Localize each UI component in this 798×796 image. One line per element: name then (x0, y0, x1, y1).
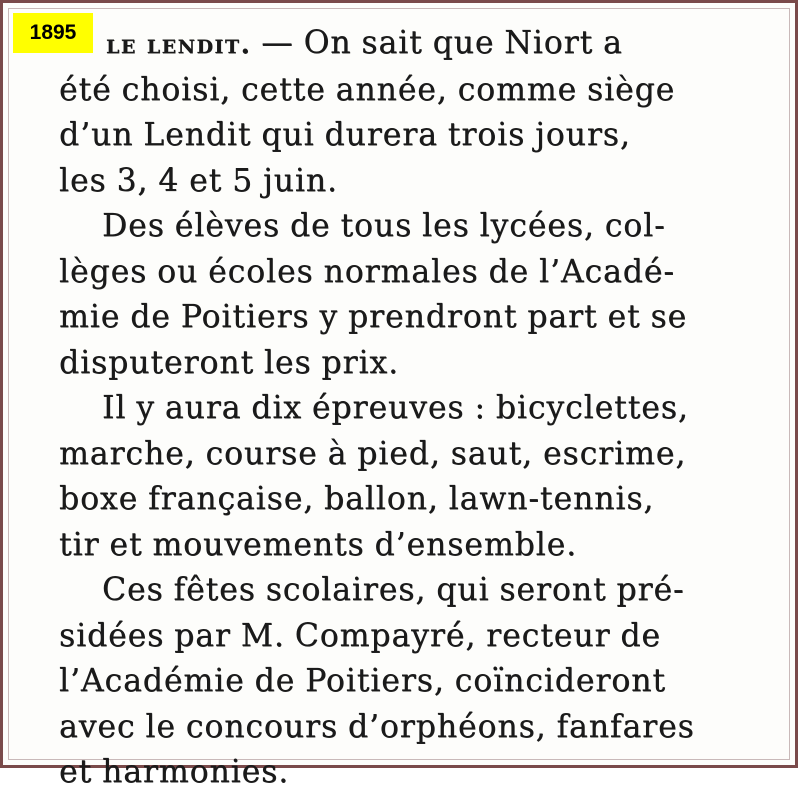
article-line: disputeront les prix. (59, 344, 400, 381)
article-line: Ces fêtes scolaires, qui seront pré- (102, 572, 685, 608)
article-headword: le lendit. (106, 29, 252, 60)
article-line: les 3, 4 et 5 juin. (59, 162, 338, 199)
article-line: Il y aura dix épreuves : bicyclettes, (102, 390, 689, 426)
article-line: boxe française, ballon, lawn-tennis, (59, 481, 655, 517)
article-line: lèges ou écoles normales de l’Acadé- (59, 253, 675, 290)
article-line: marche, course à pied, saut, escrime, (59, 435, 687, 472)
article-line (59, 21, 779, 68)
article-line: tir et mouvements d’ensemble. (59, 526, 578, 563)
article-line: d’un Lendit qui durera trois jours, (59, 117, 631, 153)
article-line: l’Académie de Poitiers, coïncideront (59, 663, 666, 699)
year-badge: 1895 (13, 13, 93, 53)
article-line: mie de Poitiers y prendront part et se (59, 299, 688, 335)
article-line: et harmonies. (59, 754, 290, 790)
article-line: été choisi, cette année, comme siège (59, 71, 676, 108)
article-line: Des élèves de tous les lycées, col- (102, 208, 666, 244)
article-line: sidées par M. Compayré, recteur de (59, 617, 661, 654)
article-line: avec le concours d’orphéons, fanfares (59, 708, 695, 745)
newspaper-article (59, 21, 779, 796)
article-line-text: — On sait que Niort a (251, 25, 623, 61)
